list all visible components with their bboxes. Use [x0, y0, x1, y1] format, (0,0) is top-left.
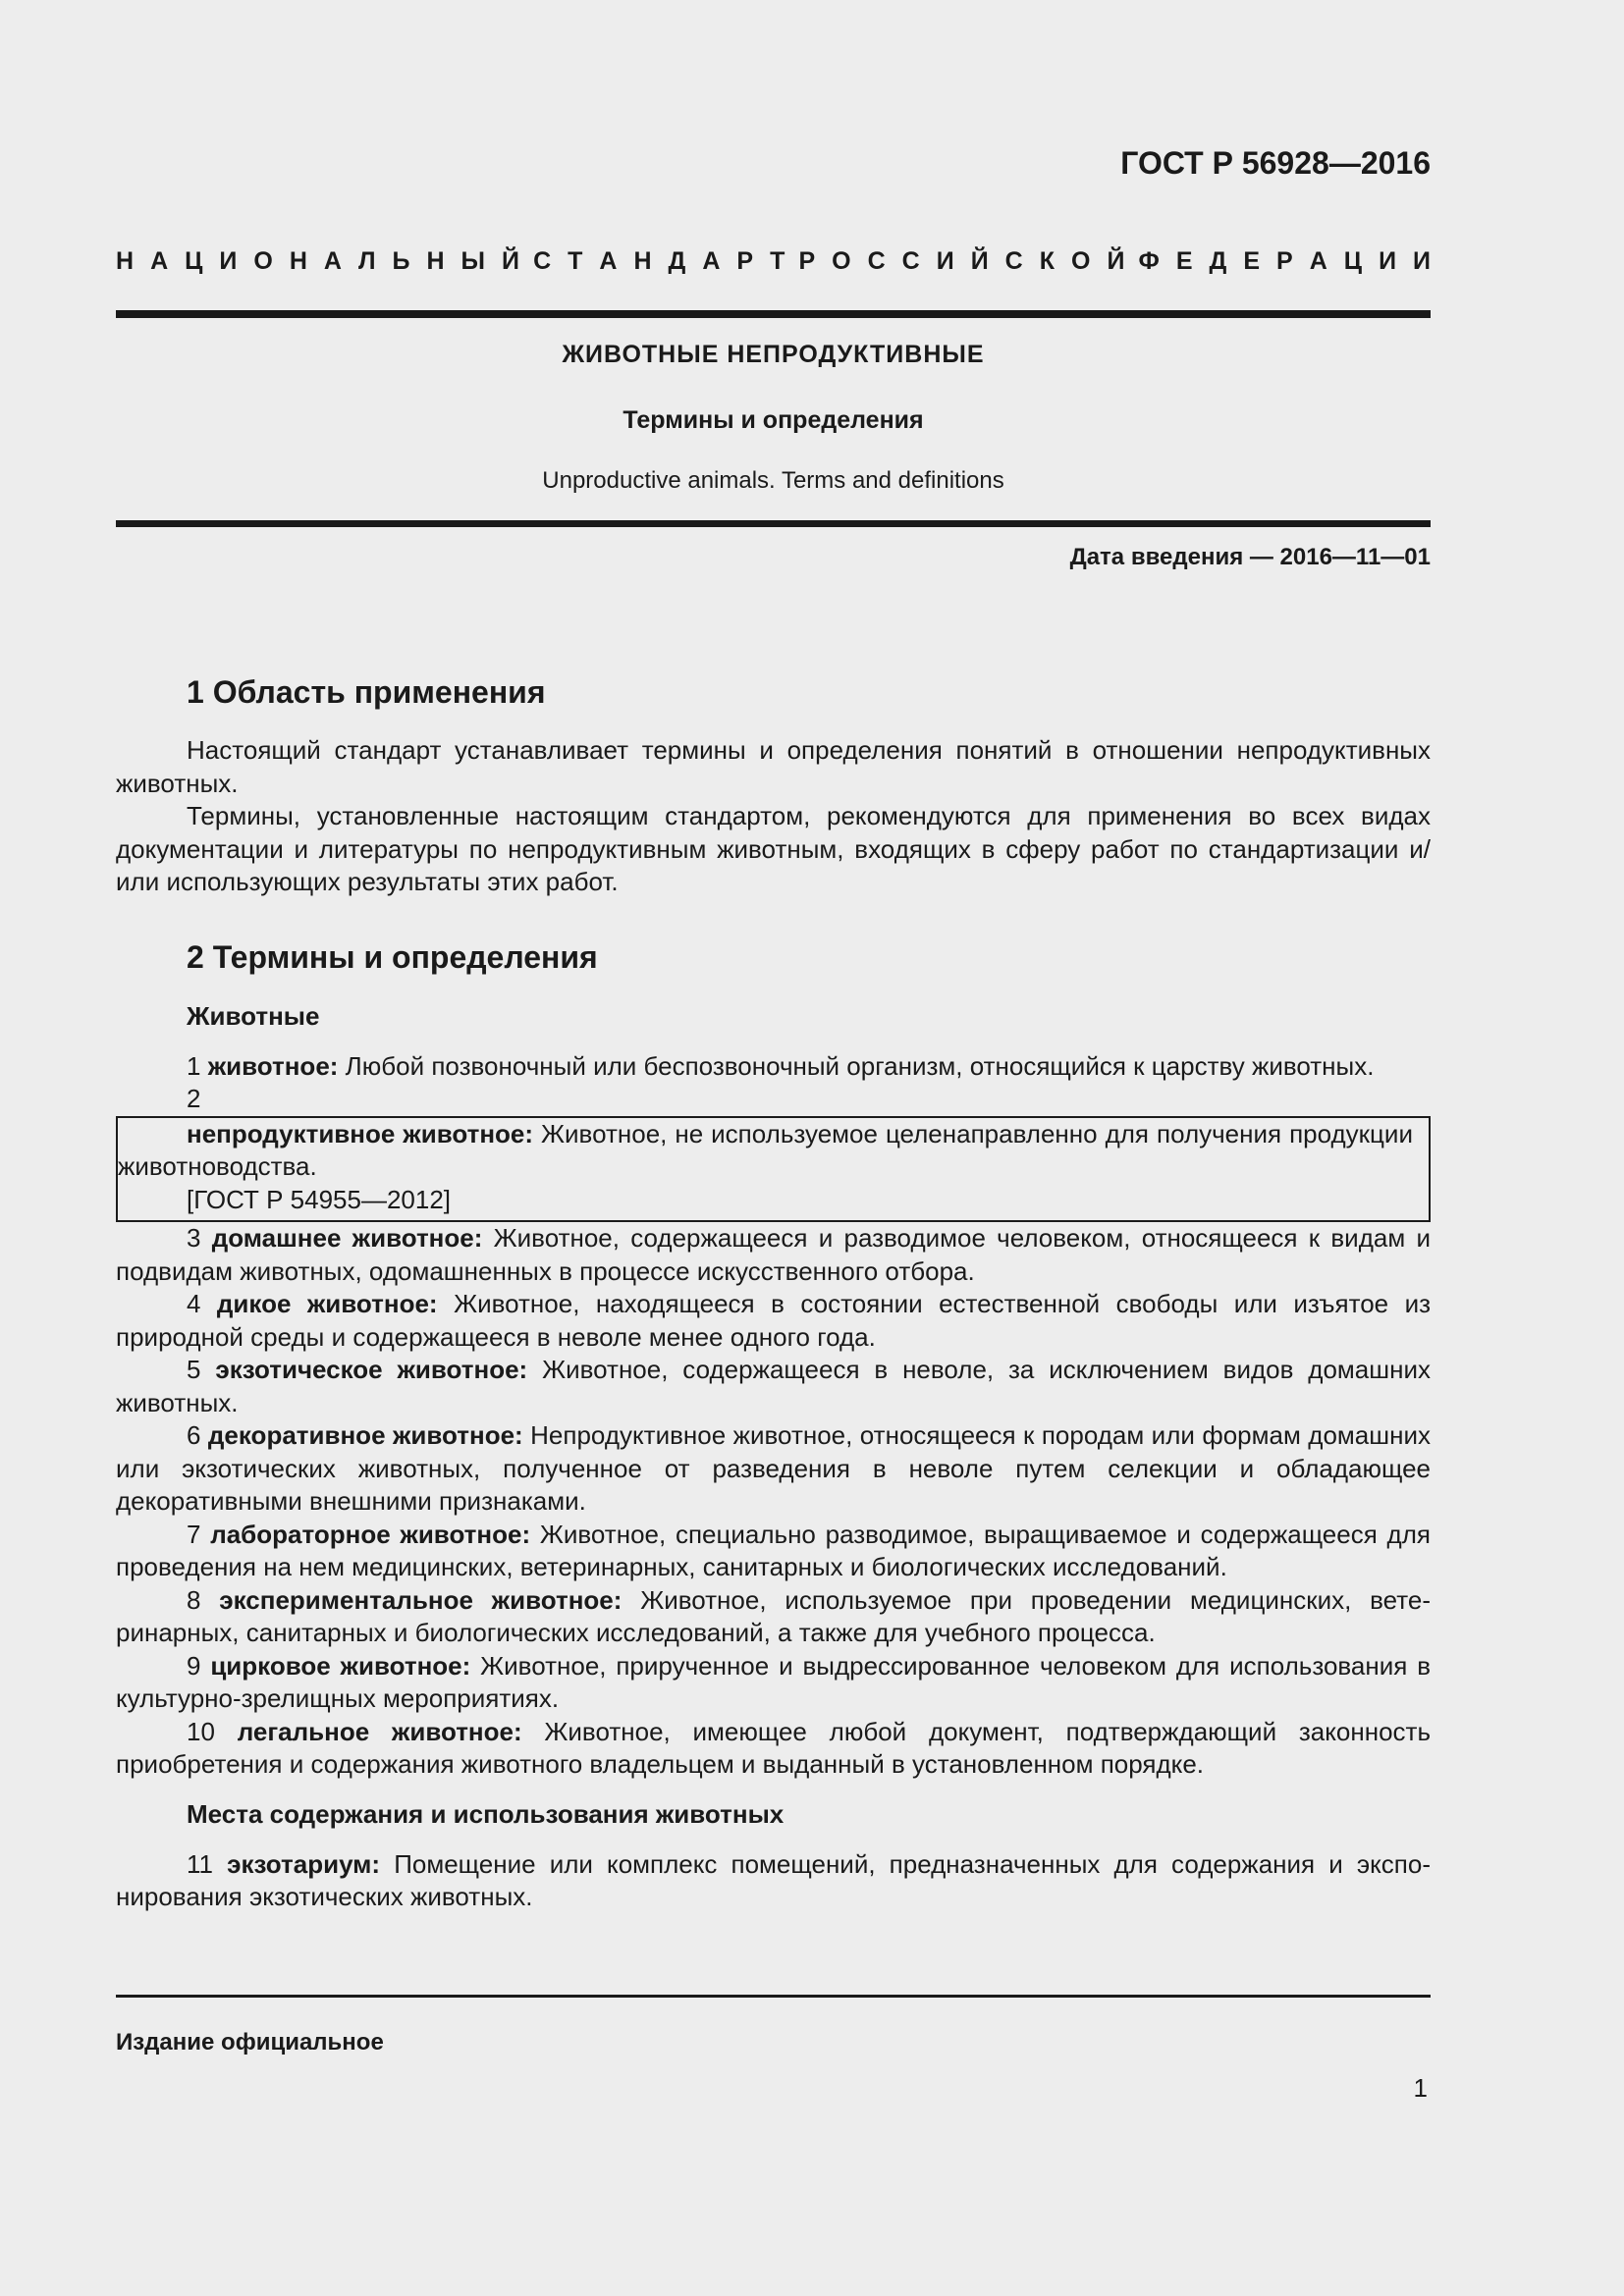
term-entry: 10 легальное животное: Животное, имеющее любой документ, подтверждающий законность приобретения и содержания животного владельцем и выданный в установленном порядке.: [116, 1716, 1431, 1779]
top-rule: [116, 310, 1431, 318]
term-entry: 11 экзотариум: Помещение или комплекс помещений, предназначенных для содержания и экспонирования экзотических животных.: [116, 1848, 1431, 1911]
footer-rule: [116, 1995, 1431, 1998]
term: непродуктивное животное:: [187, 1118, 534, 1148]
standard-word: Н А Ц И О Н А Л Ь Н Ы Й: [116, 247, 519, 275]
term: легальное животное:: [237, 1716, 522, 1746]
standard-word: Р О С С И Й С К О Й: [798, 247, 1125, 275]
document-number: ГОСТ Р 56928—2016: [1120, 145, 1431, 181]
term: экзотариум:: [227, 1848, 381, 1879]
official-edition-label: Издание официальное: [116, 2029, 384, 2056]
introduction-date: Дата введения — 2016—11—01: [1069, 544, 1431, 570]
section-heading: 1 Область применения: [187, 674, 546, 710]
english-title: Unproductive animals. Terms and definitions: [542, 467, 1004, 494]
term: домашнее животное:: [211, 1223, 483, 1253]
term-entry: 6 декоративное животное: Непродуктивное животное, относящееся к породам или формам домашних или экзотических животных, полученное от разведения в неволе путем селекции и обладающее декоративными внешними признаками.: [116, 1420, 1431, 1516]
term: лабораторное животное:: [210, 1519, 531, 1549]
term-number: 2: [187, 1084, 201, 1113]
term-entry: 1 животное: Любой позвоночный или беспозвоночный организм, относящийся к царству животных.: [187, 1050, 1375, 1081]
document-subtitle: Термины и определения: [623, 406, 924, 434]
term-reference: [ГОСТ Р 54955—2012]: [187, 1184, 452, 1214]
title-rule: [116, 520, 1431, 527]
term-entry: 4 дикое животное: Животное, находящееся в состоянии естественной свободы или изъятое из природной среды и содержащееся в неволе менее одного года.: [116, 1289, 1432, 1352]
quoted-term-box: [116, 1116, 1431, 1223]
term-entry: 7 лабораторное животное: Животное, специально разводимое, выращиваемое и содержащееся для проведения на нем медицинских, ветеринарных, санитарных и биологических исследований.: [116, 1519, 1431, 1581]
term: экспериментальное животное:: [219, 1584, 623, 1615]
term-entry: 5 экзотическое животное: Животное, содержащееся в неволе, за исключением видов домашних животных.: [116, 1355, 1431, 1417]
term-entry: 9 цирковое животное: Животное, прирученное и выдрессированное человеком для использования в культурно-зрелищных мероприятиях.: [116, 1650, 1432, 1713]
document-title: ЖИВОТНЫЕ НЕПРОДУКТИВНЫЕ: [562, 341, 985, 368]
document-body: [116, 669, 1431, 1914]
term-entry: 8 экспериментальное животное: Животное, используемое при проведении медицинских, ветеринарных, санитарных и биологических исследований, а также для учебного процесса.: [116, 1584, 1431, 1647]
standard-word: Ф Е Д Е Р А Ц И И: [1138, 247, 1431, 275]
group-heading: Животные: [187, 1000, 320, 1031]
term: дикое животное:: [216, 1289, 438, 1318]
standard-designation: [116, 247, 1431, 276]
page-number: 1: [1413, 2073, 1428, 2103]
term-entry: непродуктивное животное: Животное, не используемое целенаправленно для получения продукции животноводства.: [118, 1118, 1413, 1181]
term: декоративное животное:: [207, 1420, 523, 1450]
section-heading: 2 Термины и определения: [187, 938, 598, 975]
paragraph: Настоящий стандарт устанавливает термины и определения понятий в отношении непродуктивных животных.: [116, 735, 1431, 798]
term: экзотическое животное:: [215, 1355, 528, 1384]
group-heading: Места содержания и использования животных: [187, 1798, 785, 1829]
term: животное:: [207, 1050, 339, 1081]
term: цирковое животное:: [210, 1650, 471, 1681]
paragraph: Термины, установленные настоящим стандартом, рекомендуются для применения во всех видах документации и литературы по непродуктивным животным, входящих в сферу работ по стандартизации и/или использующих результаты этих работ.: [116, 801, 1431, 896]
term-entry: 3 домашнее животное: Животное, содержащееся и разводимое человеком, относящееся к видам и подвидам животных, одомашненных в процессе искусственного отбора.: [116, 1223, 1431, 1286]
standard-word: С Т А Н Д А Р Т: [533, 247, 785, 275]
